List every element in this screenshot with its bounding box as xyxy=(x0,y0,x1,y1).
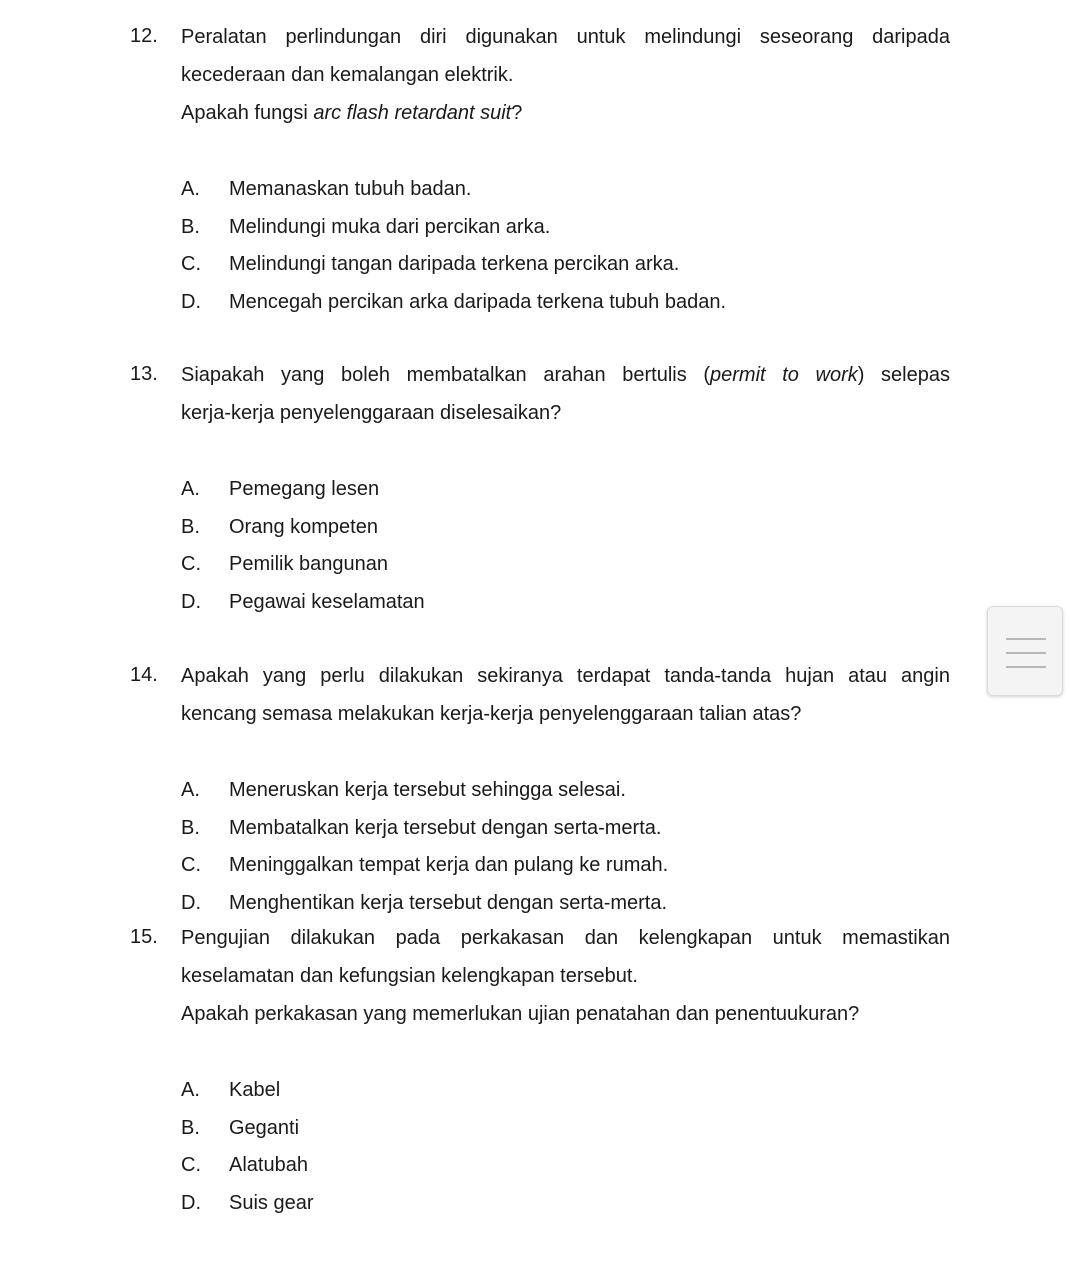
question-stem-line: Apakah yang perlu dilakukan sekiranya terdapat tanda-tanda hujan atau angin xyxy=(181,665,950,687)
question-15 xyxy=(130,926,950,1229)
question-stem-line: kecederaan dan kemalangan elektrik. xyxy=(181,64,514,86)
answer-options xyxy=(181,1078,950,1229)
question-number: 15. xyxy=(130,926,158,948)
answer-option-a[interactable] xyxy=(181,177,950,215)
option-letter: B. xyxy=(181,215,200,238)
option-text: Membatalkan kerja tersebut dengan serta-merta. xyxy=(229,816,662,839)
answer-option-b[interactable] xyxy=(181,515,950,553)
answer-option-b[interactable] xyxy=(181,215,950,253)
prompt-italic-term: arc flash retardant suit xyxy=(313,102,512,124)
answer-option-d[interactable] xyxy=(181,891,950,929)
answer-options xyxy=(181,177,950,328)
question-13 xyxy=(130,363,950,628)
option-text: Orang kompeten xyxy=(229,515,378,538)
answer-option-c[interactable] xyxy=(181,853,950,891)
option-text: Memanaskan tubuh badan. xyxy=(229,178,472,200)
option-text: Melindungi tangan daripada terkena percikan arka. xyxy=(229,253,680,276)
question-14 xyxy=(130,664,950,929)
option-letter: D. xyxy=(181,892,201,915)
option-letter: A. xyxy=(181,178,200,200)
stem-italic-term: permit to work xyxy=(710,364,858,386)
option-text: Geganti xyxy=(229,1116,300,1139)
option-text: Pegawai keselamatan xyxy=(229,591,425,614)
option-letter: C. xyxy=(181,553,201,576)
option-letter: B. xyxy=(181,816,200,839)
answer-option-c[interactable] xyxy=(181,552,950,590)
question-stem-line: kencang semasa melakukan kerja-kerja penyelenggaraan talian atas? xyxy=(181,703,802,725)
prompt-text: Apakah fungsi xyxy=(181,102,314,124)
option-letter: D. xyxy=(181,291,201,314)
answer-option-c[interactable] xyxy=(181,252,950,290)
answer-option-d[interactable] xyxy=(181,290,950,328)
option-text: Meneruskan kerja tersebut sehingga selesai. xyxy=(229,779,626,801)
option-letter: C. xyxy=(181,854,201,877)
option-text: Mencegah percikan arka daripada terkena tubuh badan. xyxy=(229,291,727,314)
option-letter: D. xyxy=(181,1192,201,1215)
option-letter: B. xyxy=(181,515,200,538)
answer-options xyxy=(181,477,950,628)
option-letter: D. xyxy=(181,591,201,614)
answer-options xyxy=(181,778,950,929)
question-number: 14. xyxy=(130,664,158,686)
option-letter: C. xyxy=(181,1154,201,1177)
question-stem-line: kerja-kerja penyelenggaraan diselesaikan? xyxy=(181,402,562,424)
answer-option-d[interactable] xyxy=(181,1191,950,1229)
option-text: Alatubah xyxy=(229,1154,308,1177)
answer-option-b[interactable] xyxy=(181,816,950,854)
option-text: Kabel xyxy=(229,1079,281,1101)
option-text: Pemilik bangunan xyxy=(229,553,388,576)
answer-option-a[interactable] xyxy=(181,1078,950,1116)
option-text: Melindungi muka dari percikan arka. xyxy=(229,215,551,238)
question-stem-line: Peralatan perlindungan diri digunakan untuk melindungi seseorang daripada xyxy=(181,26,950,48)
answer-option-a[interactable] xyxy=(181,477,950,515)
question-number: 13. xyxy=(130,363,158,385)
option-text: Pemegang lesen xyxy=(229,478,380,500)
option-text: Meninggalkan tempat kerja dan pulang ke rumah. xyxy=(229,854,669,877)
question-stem-line xyxy=(181,363,950,401)
answer-option-b[interactable] xyxy=(181,1116,950,1154)
option-text: Suis gear xyxy=(229,1192,314,1215)
question-stem-line: Pengujian dilakukan pada perkakasan dan kelengkapan untuk memastikan xyxy=(181,927,950,949)
option-letter: A. xyxy=(181,478,200,500)
option-letter: A. xyxy=(181,779,200,801)
question-prompt xyxy=(181,101,950,139)
answer-option-d[interactable] xyxy=(181,590,950,628)
prompt-text: ? xyxy=(511,102,523,124)
scroll-handle-button[interactable] xyxy=(987,606,1063,696)
answer-option-a[interactable] xyxy=(181,778,950,816)
question-prompt: Apakah perkakasan yang memerlukan ujian penatahan dan penentuukuran? xyxy=(181,1003,860,1025)
question-number: 12. xyxy=(130,25,158,47)
option-letter: C. xyxy=(181,253,201,276)
answer-option-c[interactable] xyxy=(181,1153,950,1191)
option-text: Menghentikan kerja tersebut dengan serta-merta. xyxy=(229,892,668,915)
option-letter: B. xyxy=(181,1116,200,1139)
question-12 xyxy=(130,25,950,328)
stem-text: Siapakah yang boleh membatalkan arahan bertulis ( xyxy=(181,364,710,386)
stem-text: ) selepas xyxy=(857,364,950,386)
question-stem-line: keselamatan dan kefungsian kelengkapan tersebut. xyxy=(181,965,638,987)
option-letter: A. xyxy=(181,1079,200,1101)
